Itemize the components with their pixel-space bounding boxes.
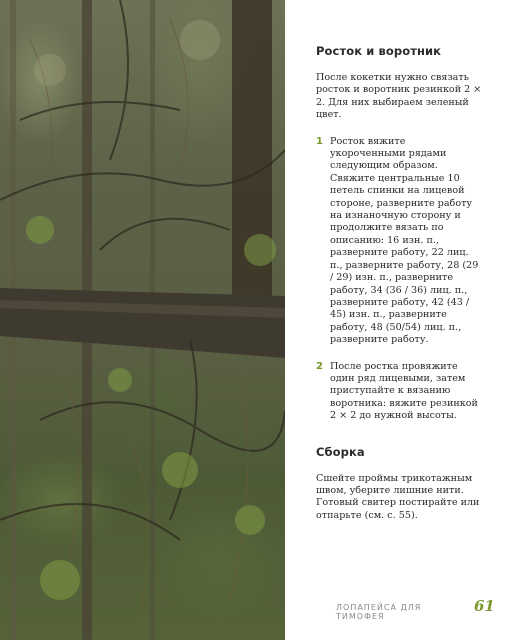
intro-paragraph: После кокетки нужно связать росток и воротник резинкой 2 × 2. Для них выбираем зеленый цвет. [316,72,482,121]
step-2 [316,361,484,423]
assembly-paragraph: Сшейте проймы трикотажным швом, уберите лишние нити. Готовый свитер постирайте или отпарьте (см. с. 55). [316,472,480,521]
section-title-collar: Росток и воротник [316,44,442,58]
section-title-assembly: Сборка [316,444,365,459]
step-number: 2 [316,360,323,372]
page-number: 61 [474,597,495,615]
assembly-section [316,445,484,523]
running-title: ЛОПАПЕЙСА ДЛЯ ТИМОФЕЯ [336,603,422,621]
step-number: 1 [316,135,323,147]
text-column [316,44,484,536]
step-text: После ростка провяжите один ряд лицевыми, затем приступайте к вязанию воротника: вяжите резинкой 2 × 2 до нужной высоты. [330,360,478,422]
step-text: Росток вяжите укороченными рядами следующим образом. Свяжите центральные 10 петель спинки на лицевой стороне, разверните работу на изнаночную сторону и продолжите вязать по описанию: 16 изн. п., разверните работу, 22 лиц. п., разверните работу, 28 (29 / 29) изн. п., разверните работу, 34 (36 / 36) лиц. п., разверните работу, 42 (43 / 45) изн. п., разверните работу, 48 (50/54) лиц. п., разверните работу. [330,135,479,346]
step-1 [316,136,484,347]
